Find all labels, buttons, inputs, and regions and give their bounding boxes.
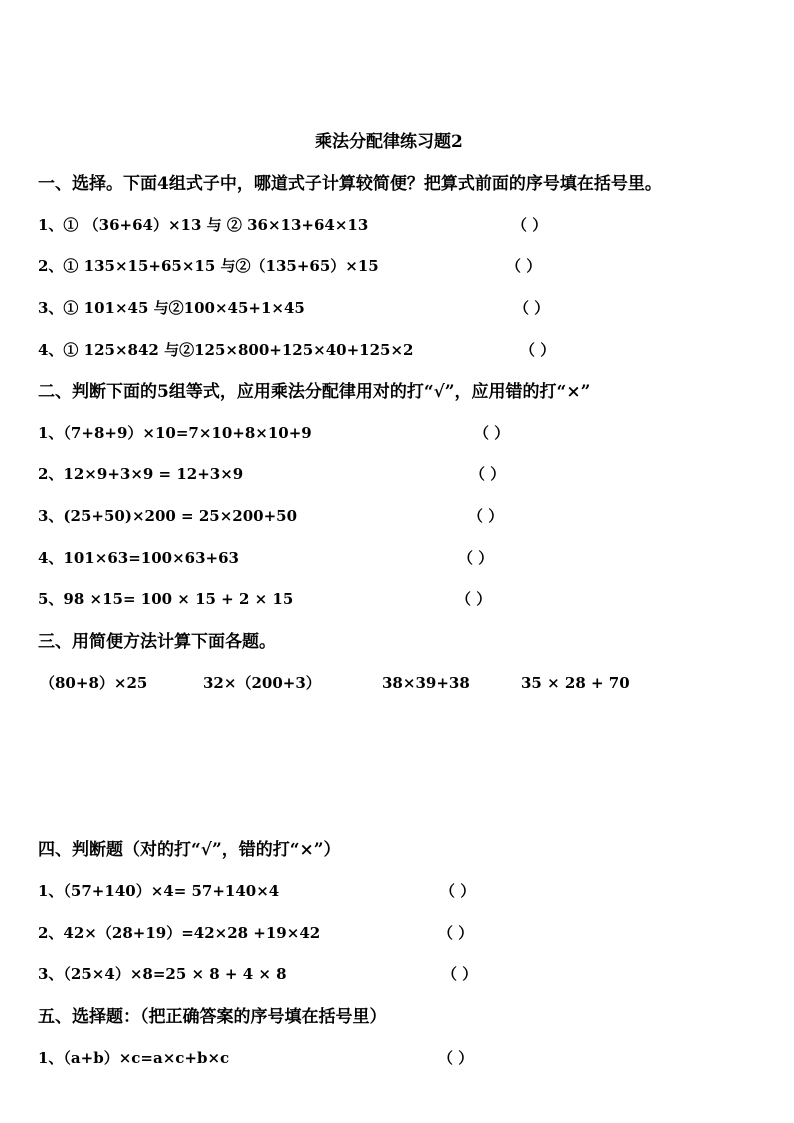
section2-item-2: 2、12×9+3×9 = 12+3×9 — [38, 465, 244, 483]
section2-answer-2[interactable]: （ ） — [470, 465, 506, 483]
section5-answer-1[interactable]: （ ） — [438, 1049, 474, 1067]
section5-item-1: 1、（a+b）×c=a×c+b×c — [38, 1049, 230, 1067]
section1-item-2: 2、① 135×15+65×15 与②（135+65）×15 — [38, 257, 379, 275]
section1-answer-4[interactable]: （ ） — [520, 341, 556, 359]
section4-item-2: 2、42×（28+19）=42×28 +19×42 — [38, 924, 321, 942]
section1-heading: 一、选择。下面4组式子中，哪道式子计算较简便？把算式前面的序号填在括号里。 — [38, 174, 662, 194]
section2-answer-5[interactable]: （ ） — [456, 590, 492, 608]
section2-heading: 二、判断下面的5组等式，应用乘法分配律用对的打“√”，应用错的打“×” — [38, 382, 591, 402]
section2-item-4: 4、101×63=100×63+63 — [38, 549, 239, 567]
section1-answer-3[interactable]: （ ） — [514, 299, 550, 317]
page-title: 乘法分配律练习题2 — [315, 132, 463, 152]
section3-problem-3: 38×39+38 — [382, 674, 470, 692]
section3-problem-1: （80+8）×25 — [40, 674, 148, 692]
section3-problem-4: 35 × 28 + 70 — [521, 674, 630, 692]
section1-item-1: 1、① （36+64）×13 与 ② 36×13+64×13 — [38, 216, 369, 234]
section2-answer-4[interactable]: （ ） — [458, 549, 494, 567]
section4-answer-1[interactable]: （ ） — [440, 882, 476, 900]
section2-answer-1[interactable]: （ ） — [474, 424, 510, 442]
section2-item-3: 3、(25+50)×200 = 25×200+50 — [38, 507, 298, 525]
section4-item-1: 1、（57+140）×4= 57+140×4 — [38, 882, 280, 900]
section1-item-4: 4、① 125×842 与②125×800+125×40+125×2 — [38, 341, 414, 359]
section3-problem-2: 32×（200+3） — [203, 674, 321, 692]
section2-answer-3[interactable]: （ ） — [468, 507, 504, 525]
section2-item-5: 5、98 ×15= 100 × 15 + 2 × 15 — [38, 590, 294, 608]
section3-heading: 三、用简便方法计算下面各题。 — [38, 632, 276, 652]
section1-answer-2[interactable]: （ ） — [506, 257, 542, 275]
section1-answer-1[interactable]: （ ） — [512, 216, 548, 234]
section5-heading: 五、选择题：（把正确答案的序号填在括号里） — [38, 1007, 387, 1027]
section2-item-1: 1、（7+8+9）×10=7×10+8×10+9 — [38, 424, 312, 442]
section4-heading: 四、判断题（对的打“√”，错的打“×”） — [38, 840, 341, 860]
section4-item-3: 3、（25×4）×8=25 × 8 + 4 × 8 — [38, 965, 287, 983]
section4-answer-2[interactable]: （ ） — [438, 924, 474, 942]
section4-answer-3[interactable]: （ ） — [442, 965, 478, 983]
section1-item-3: 3、① 101×45 与②100×45+1×45 — [38, 299, 305, 317]
